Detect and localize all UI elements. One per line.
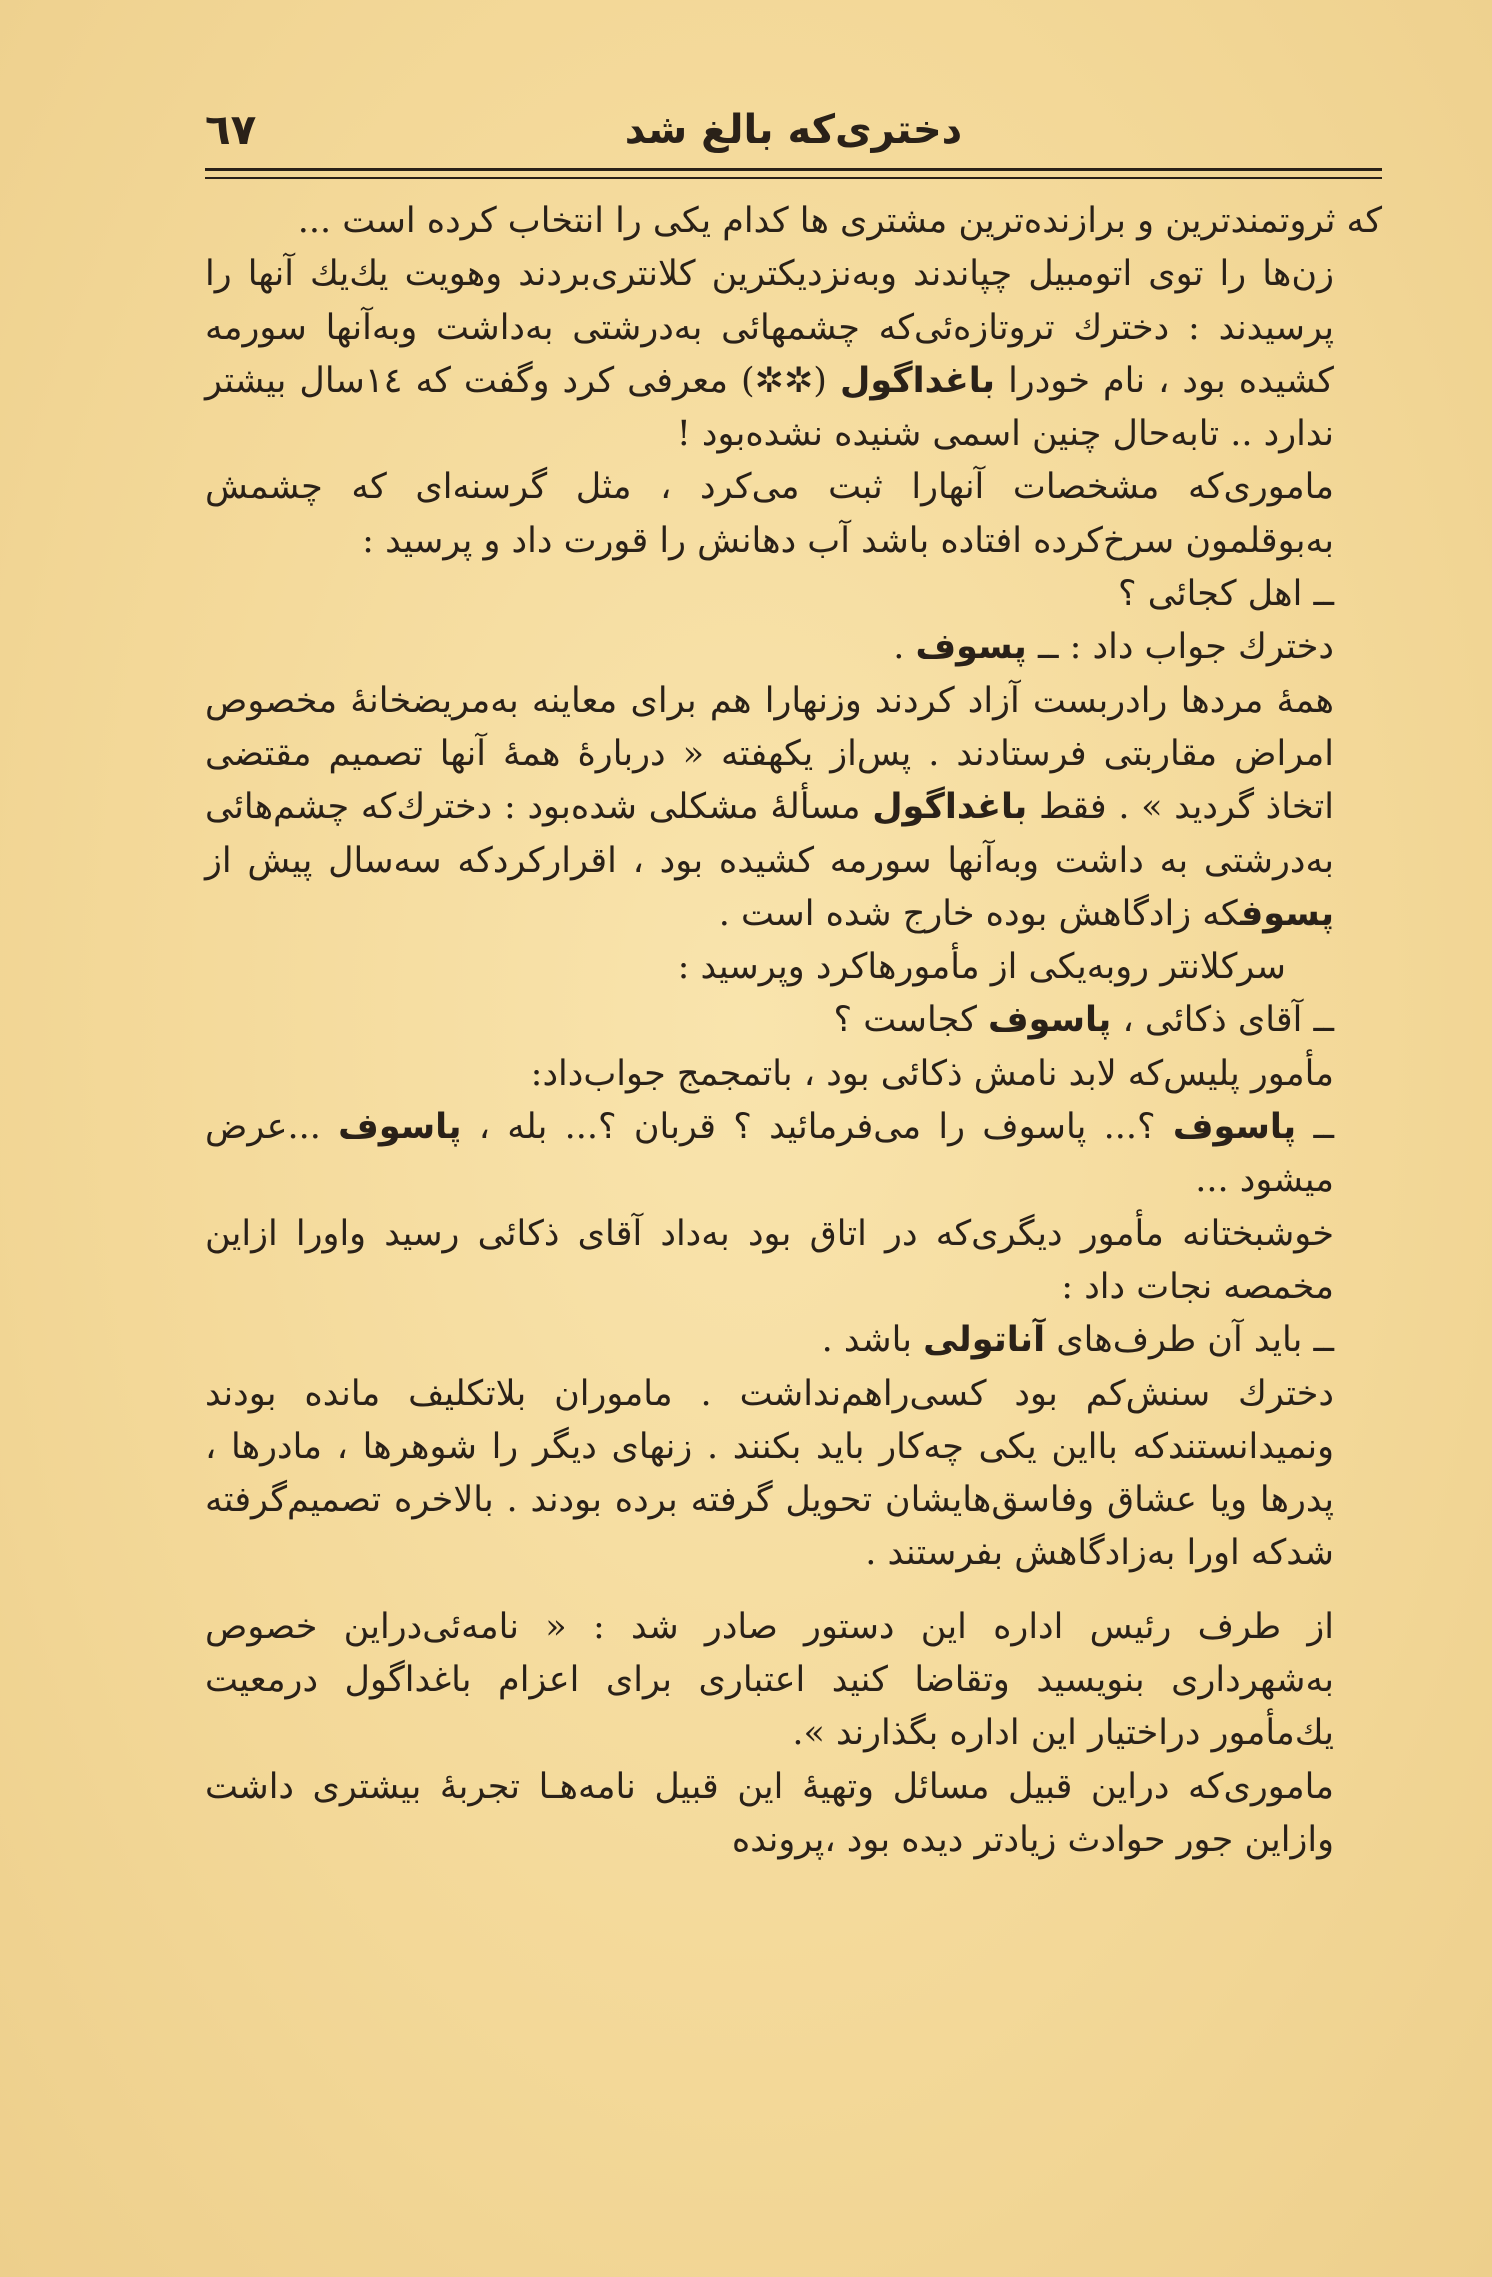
page-number: ٦٧ bbox=[205, 105, 257, 154]
paragraph: سرکلانتر روبه‌یکی از مأمورهاکرد وپرسید : bbox=[677, 947, 1286, 988]
header-title: دختری‌که بالغ شد bbox=[624, 107, 963, 153]
bold-name: پاسوف bbox=[1172, 1107, 1297, 1148]
dialogue-line: ــ پاسوف ؟... پاسوف را می‌فرمائید ؟ قربان ؟... بله ، پاسوف ...عرض میشود ... bbox=[205, 1107, 1334, 1201]
bold-name: آناتولی bbox=[923, 1320, 1046, 1361]
running-header bbox=[205, 95, 1382, 165]
paragraph: مأمور پلیس‌که لابد نامش ذکائی بود ، باتمجمج جواب‌داد: bbox=[530, 1053, 1334, 1094]
bold-name: باغداگول bbox=[872, 787, 1028, 828]
dialogue-line: ــ آقای ذکائی ، پاسوف کجاست ؟ bbox=[833, 1000, 1334, 1041]
paragraph: دخترك سنش‌کم بود کسی‌راهم‌نداشت . ماموران بلاتکلیف مانده بودند ونمیدانستندکه بااین یکی چه‌کار باید بکنند . زنهای دیگر را شوهرها ، مادرها ، پدرها ویا عشاق وفاسق‌هایشان تحویل گرفته برده بودند . بالاخره تصمیم‌گرفته شدکه اورا به‌زادگاهش بفرستند . bbox=[205, 1373, 1334, 1574]
paragraph: ماموری‌که دراین قبیل مسائل وتهیهٔ این قبیل نامه‌هـا تجربهٔ بیشتری داشت وازاین جور حوادث زیادتر دیده بود ،پرونده bbox=[205, 1766, 1334, 1860]
bold-name: پاسوف bbox=[338, 1107, 462, 1148]
body-text bbox=[205, 195, 1382, 1867]
header-rule-thin bbox=[205, 177, 1382, 179]
paragraph: همهٔ مردها رادربست آزاد کردند وزنهارا هم برای معاینه به‌مریضخانهٔ مخصوص امراض مقاربتی فرستادند . پس‌از یکهفته « دربارهٔ همهٔ آنها تصمیم مقتضی اتخاذ گردید » . فقط باغداگول مسألهٔ مشکلی شده‌بود : دخترك‌که چشم‌هائی به‌درشتی به داشت وبه‌آنها سورمه کشیده بود ، اقرارکردکه سه‌سال پیش از پسوفکه زادگاهش بوده خارج شده است . bbox=[205, 680, 1334, 934]
paragraph: زن‌ها را توی اتومبیل چپاندند وبه‌نزدیکترین کلانتری‌بردند وهویت یك‌یك آنها را پرسیدند : دخترك تروتازه‌ئی‌که چشمهائی به‌درشتی به‌داشت وبه‌آنها سورمه کشیده بود ، نام خودرا باغداگول (✲✲) معرفی کرد وگفت که ١٤سال بیشتر ندارد .. تابه‌حال چنین اسمی شنیده نشده‌بود ! bbox=[205, 254, 1334, 455]
paragraph: خوشبختانه مأمور دیگری‌که در اتاق بود به‌داد آقای ذکائی رسید واورا ازاین مخمصه نجات داد : bbox=[205, 1213, 1334, 1307]
paragraph: از طرف رئیس اداره این دستور صادر شد : « نامه‌ئی‌دراین خصوص به‌شهرداری بنویسید وتقاضا کنید اعتباری برای اعزام باغداگول درمعیت یك‌مأمور دراختیار این اداره بگذارند ». bbox=[205, 1606, 1334, 1754]
dialogue-line: ــ اهل کجائی ؟ bbox=[1118, 574, 1334, 615]
header-rule-thick bbox=[205, 168, 1382, 171]
paragraph: ماموری‌که مشخصات آنهارا ثبت می‌کرد ، مثل گرسنه‌ای که چشمش به‌بوقلمون سرخ‌کرده افتاده باشد آب دهانش را قورت داد و پرسید : bbox=[205, 467, 1334, 561]
bold-name: باغداگول bbox=[839, 360, 996, 401]
bold-name: پسوف bbox=[1240, 893, 1334, 934]
dialogue-line: دخترك جواب داد : ــ پسوف . bbox=[893, 627, 1334, 668]
dialogue-line: ــ باید آن طرف‌های آناتولی باشد . bbox=[821, 1320, 1334, 1361]
bold-name: پسوف bbox=[915, 627, 1027, 668]
paragraph: که ثروتمندترین و برازنده‌ترین مشتری ها کدام یکی را انتخاب کرده است ... bbox=[297, 201, 1382, 241]
bold-name: پاسوف bbox=[988, 1000, 1112, 1041]
